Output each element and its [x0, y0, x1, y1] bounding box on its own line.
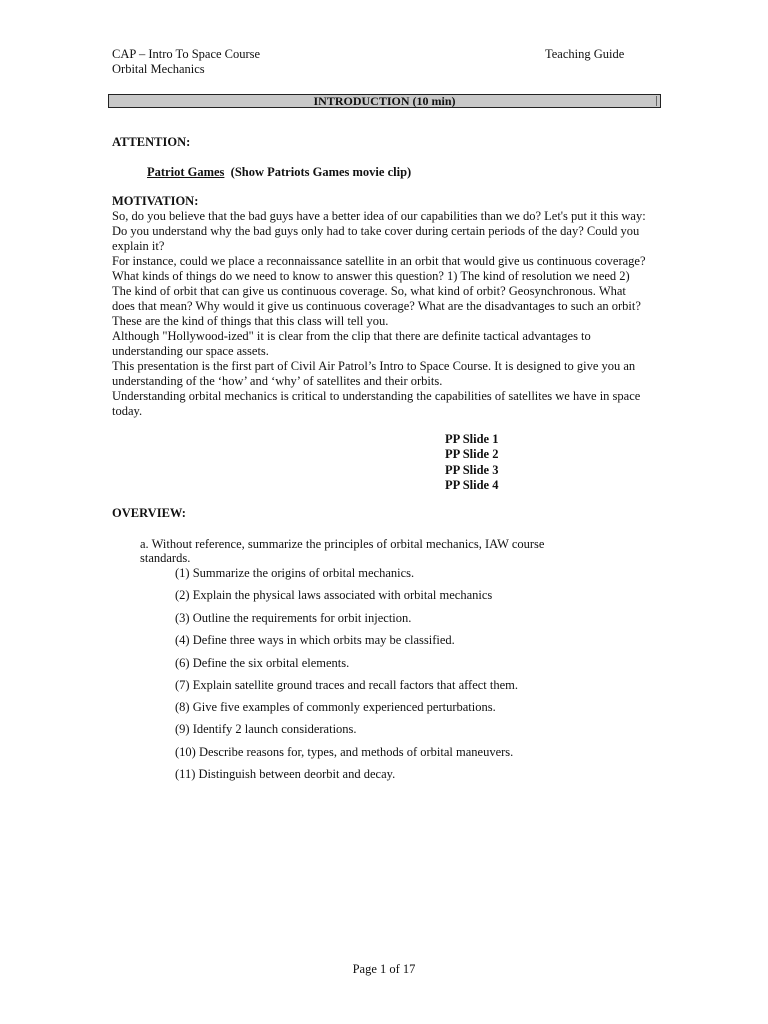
header-doc-type: Teaching Guide — [545, 47, 625, 61]
objective-line: standards. — [140, 551, 191, 565]
motivation-line: For instance, could we place a reconnaissance satellite in an orbit that would give us continuous coverage? — [112, 254, 646, 268]
motivation-line: This presentation is the first part of Civil Air Patrol’s Intro to Space Course. It is designed to give you an — [112, 359, 636, 373]
motivation-line: does that mean? Why would it give us continuous coverage? What are the disadvantages to such an orbit? — [112, 299, 641, 313]
motivation-heading: MOTIVATION: — [112, 194, 199, 208]
slide-list — [445, 432, 498, 493]
motivation-line: The kind of orbit that can give us continuous coverage. So, what kind of orbit? Geosynchronous. What — [112, 284, 626, 298]
motivation-line: These are the kind of things that this class will tell you. — [112, 314, 389, 328]
motivation-line: Although "Hollywood-ized" it is clear from the clip that there are definite tactical advantages to — [112, 329, 591, 343]
slide-ref: PP Slide 3 — [445, 462, 499, 477]
clip-note: (Show Patriots Games movie clip) — [230, 165, 412, 179]
motivation-line: understanding our space assets. — [112, 344, 269, 358]
overview-item: (1) Summarize the origins of orbital mechanics. — [175, 566, 415, 580]
overview-item: (6) Define the six orbital elements. — [175, 656, 350, 670]
slide-ref: PP Slide 2 — [445, 447, 499, 462]
motivation-line: Do you understand why the bad guys only had to take cover during certain periods of the day? Could you — [112, 224, 640, 238]
overview-item: (10) Describe reasons for, types, and methods of orbital maneuvers. — [175, 745, 514, 759]
overview-item: (3) Outline the requirements for orbit injection. — [175, 611, 412, 625]
objective-line: a. Without reference, summarize the principles of orbital mechanics, IAW course — [140, 537, 545, 551]
attention-heading: ATTENTION: — [112, 135, 191, 149]
overview-item: (7) Explain satellite ground traces and recall factors that affect them. — [175, 678, 519, 692]
header-subject: Orbital Mechanics — [112, 62, 205, 76]
slide-ref: PP Slide 4 — [445, 477, 499, 492]
section-title: INTRODUCTION (10 min) — [313, 94, 456, 108]
motivation-body — [112, 209, 652, 419]
clip-title: Patriot Games — [147, 165, 225, 179]
overview-item: (9) Identify 2 launch considerations. — [175, 722, 357, 736]
section-title-bar — [108, 94, 661, 108]
motivation-line: today. — [112, 404, 143, 418]
motivation-line: explain it? — [112, 239, 165, 253]
motivation-line: Understanding orbital mechanics is critical to understanding the capabilities of satellites we have in space — [112, 389, 641, 403]
overview-item: (11) Distinguish between deorbit and decay. — [175, 767, 396, 781]
attention-clip-line — [147, 165, 411, 180]
motivation-line: understanding of the ‘how’ and ‘why’ of satellites and their orbits. — [112, 374, 443, 388]
overview-item: (8) Give five examples of commonly experienced perturbations. — [175, 700, 496, 714]
motivation-line: What kinds of things do we need to know to answer this question? 1) The kind of resolution we need 2) — [112, 269, 630, 283]
overview-item: (2) Explain the physical laws associated with orbital mechanics — [175, 588, 493, 602]
motivation-line: So, do you believe that the bad guys have a better idea of our capabilities than we do? Let's put it this way: — [112, 209, 646, 223]
page-number: Page 1 of 17 — [352, 962, 416, 976]
overview-item: (4) Define three ways in which orbits may be classified. — [175, 633, 455, 647]
slide-ref: PP Slide 1 — [445, 432, 499, 446]
header-course: CAP – Intro To Space Course — [112, 47, 261, 61]
overview-heading: OVERVIEW: — [112, 506, 186, 520]
